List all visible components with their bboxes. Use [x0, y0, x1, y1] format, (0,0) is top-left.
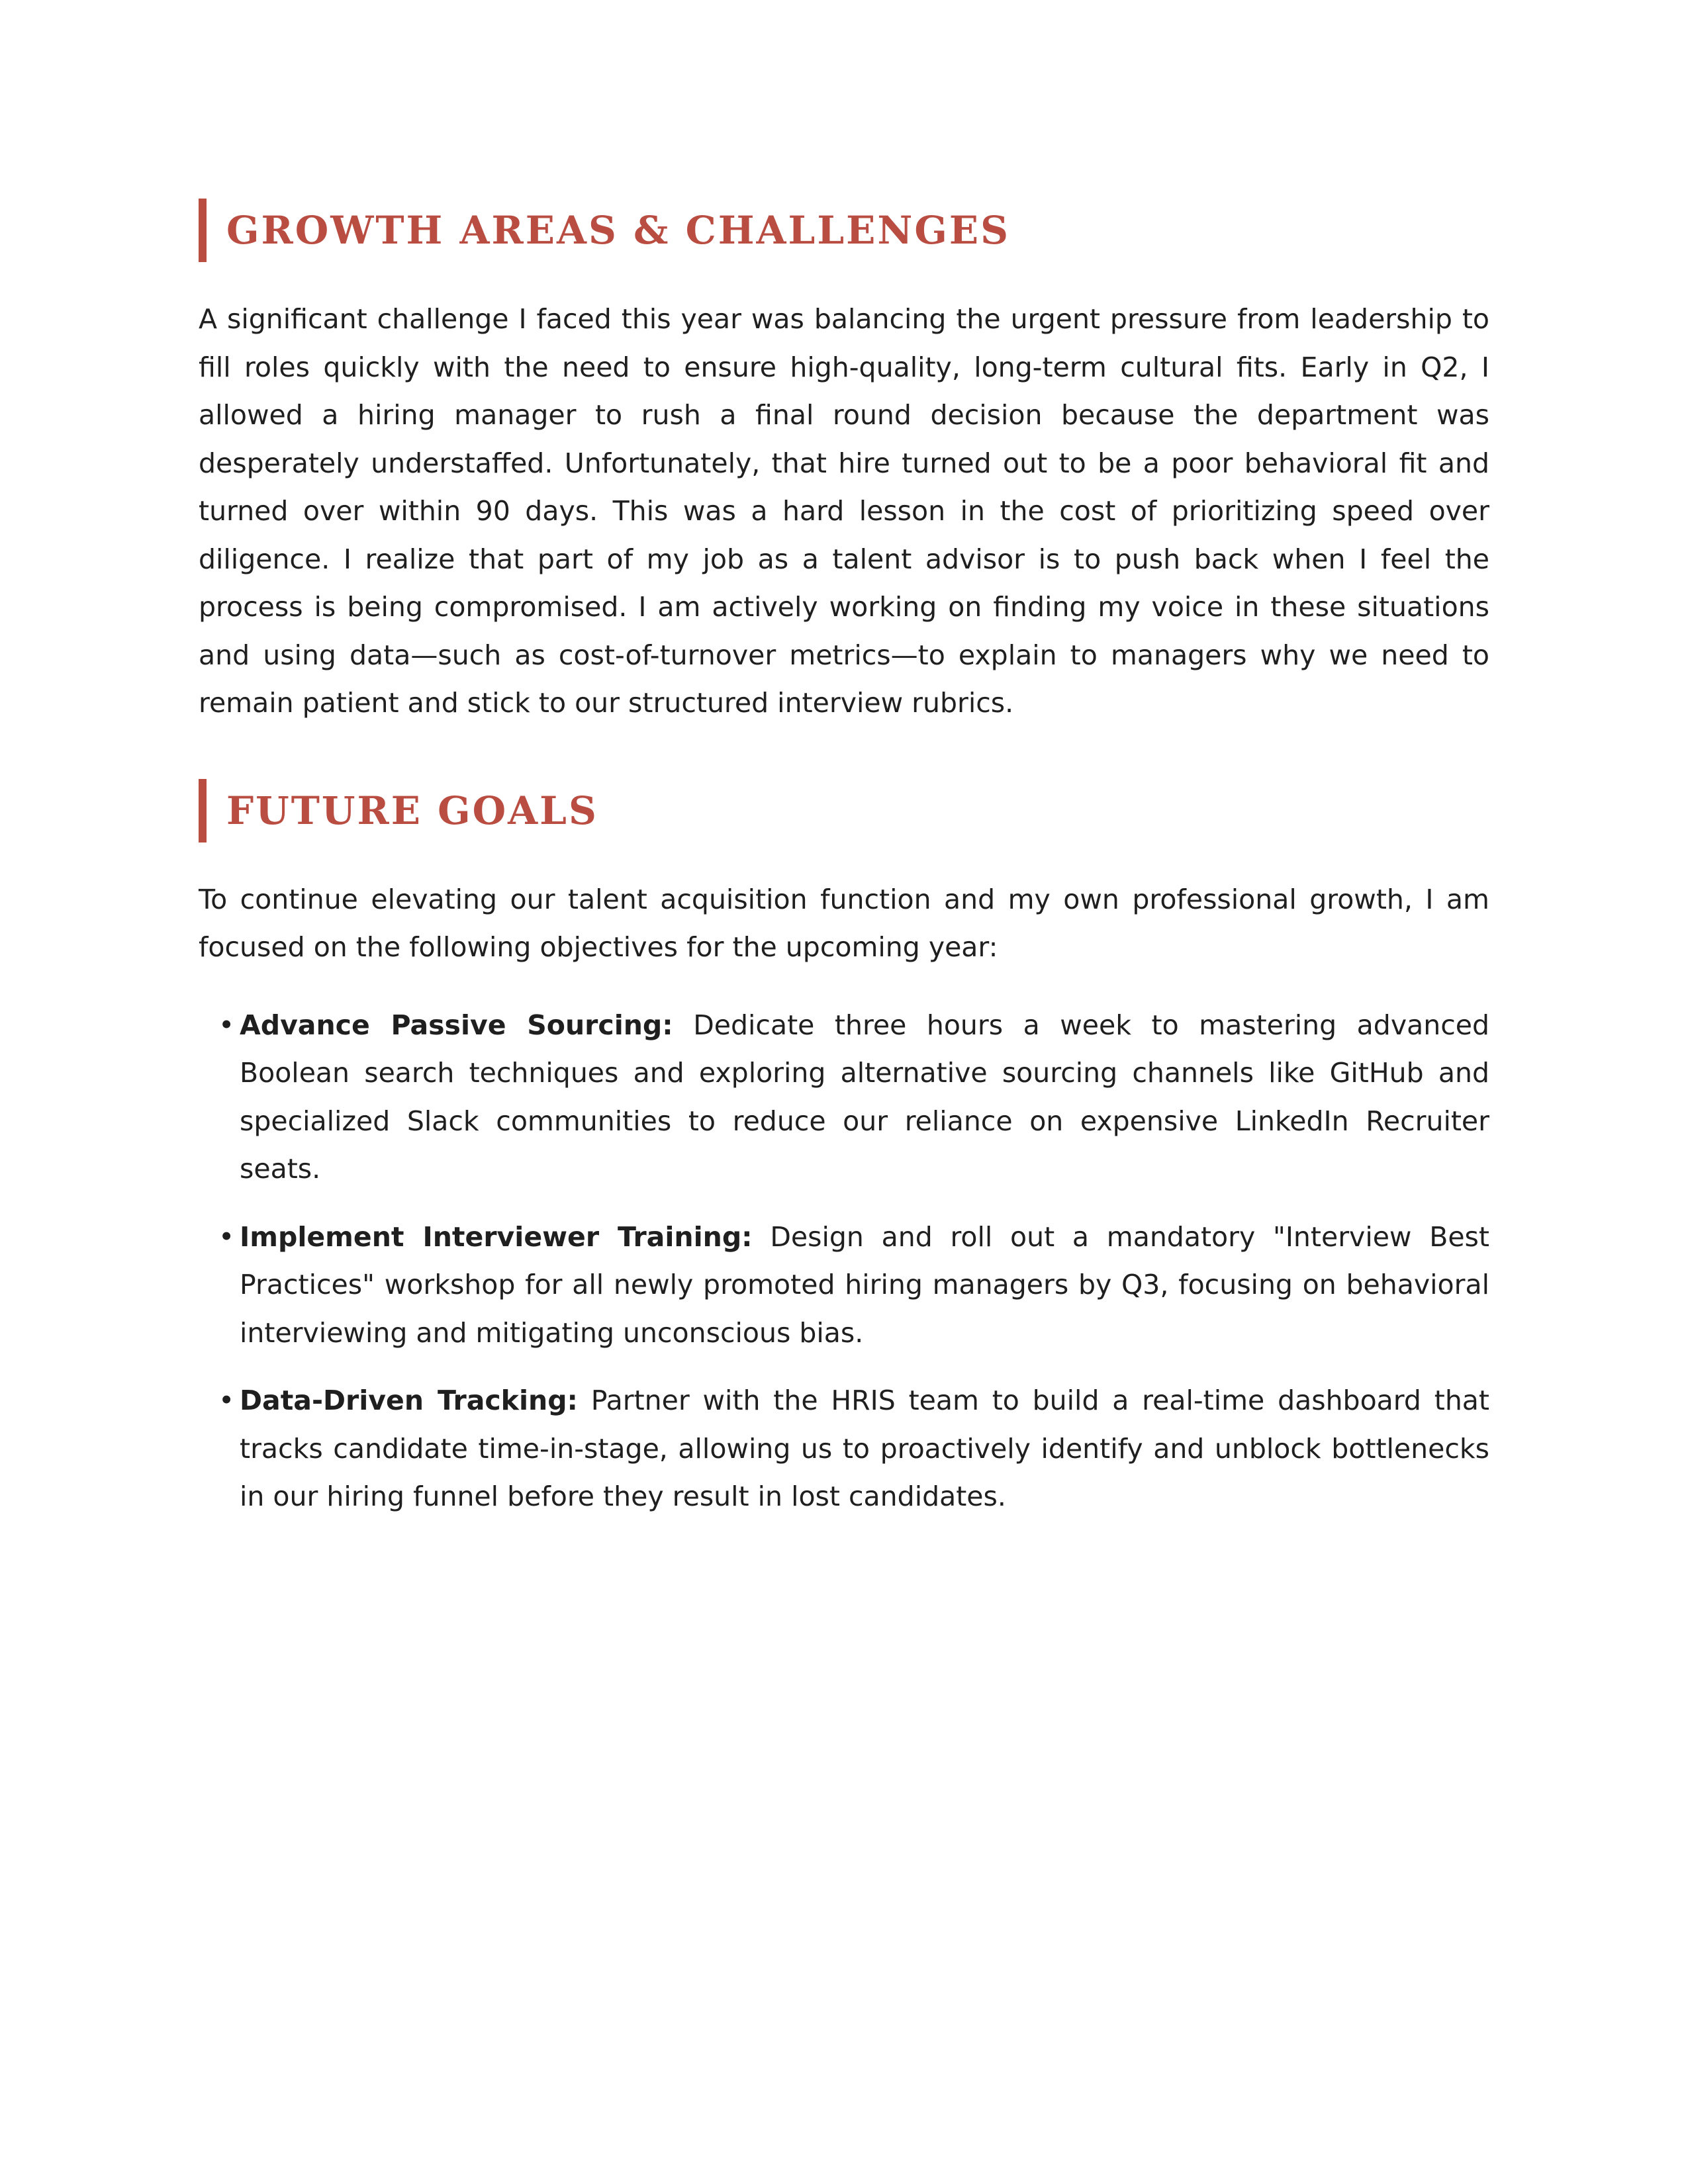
bullet-icon: • [218, 1009, 235, 1041]
goal-title: Data-Driven Tracking: [240, 1385, 578, 1416]
bullet-icon: • [218, 1385, 235, 1416]
goals-list [199, 1001, 1489, 1521]
goals-intro-paragraph: To continue elevating our talent acquisition function and my own professional growth, I am focused on the following objectives for the upcoming year: [199, 883, 1489, 963]
list-item [199, 1001, 1489, 1193]
list-item [199, 1213, 1489, 1357]
future-goals-heading [199, 779, 1489, 842]
challenges-paragraph: A significant challenge I faced this year was balancing the urgent pressure from leadership to fill roles quickly with the need to ensure high-quality, long-term cultural fits. Early in Q2, I allowed a hiring manager to rush a final round decision because the department was desperately understaffed. Unfortunately, that hire turned out to be a poor behavioral fit and turned over within 90 days. This was a hard lesson in the cost of prioritizing speed over diligence. I realize that part of my job as a talent advisor is to push back when I feel the process is being compromised. I am actively working on finding my voice in these situations and using data—such as cost-of-turnover metrics—to explain to managers why we need to remain patient and stick to our structured interview rubrics. [199, 303, 1489, 719]
goal-text: Design and roll out a mandatory "Interview Best Practices" workshop for all newly promoted hiring managers by Q3, focusing on behavioral interviewing and mitigating unconscious bias. [240, 1220, 1489, 1349]
section-title: GROWTH AREAS & CHALLENGES [226, 208, 1010, 253]
section-title: FUTURE GOALS [226, 788, 598, 833]
goal-title: Implement Interviewer Training: [240, 1220, 753, 1253]
growth-areas-heading [199, 199, 1489, 262]
goal-title: Advance Passive Sourcing: [240, 1009, 673, 1041]
goal-text: Dedicate three hours a week to mastering advanced Boolean search techniques and exploring alternative sourcing channels like GitHub and specialized Slack communities to reduce our reliance on expensive LinkedIn Recruiter seats. [240, 1009, 1489, 1185]
list-item [199, 1377, 1489, 1521]
document-page [199, 199, 1489, 1541]
bullet-icon: • [218, 1220, 235, 1253]
goal-text: Partner with the HRIS team to build a real-time dashboard that tracks candidate time-in-stage, allowing us to proactively identify and unblock bottlenecks in our hiring funnel before they result in lost candidates. [240, 1385, 1489, 1512]
